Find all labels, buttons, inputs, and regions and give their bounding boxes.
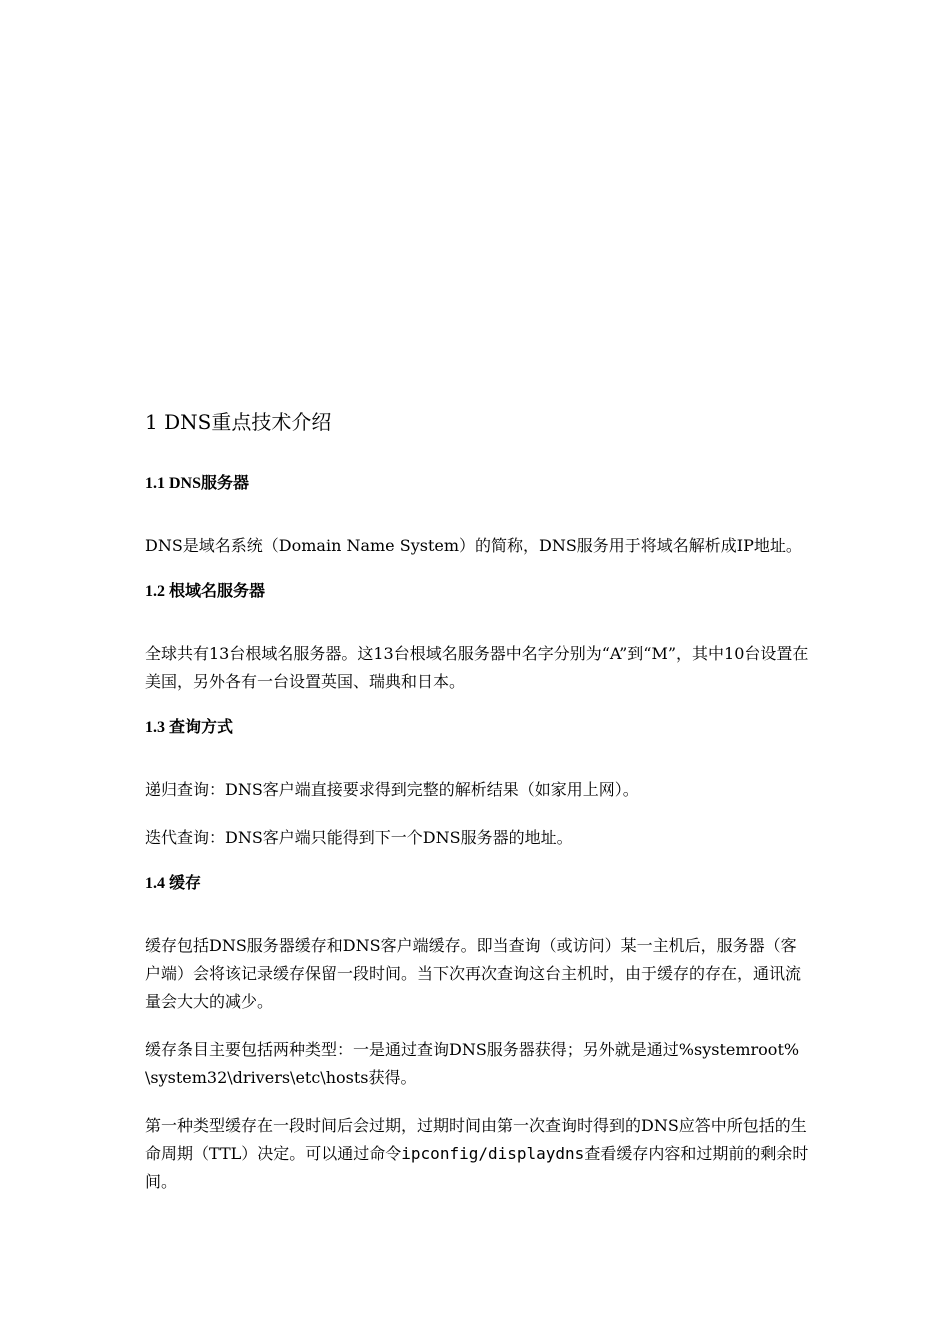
section-title-1-3: 1.3 查询方式 xyxy=(145,719,234,736)
paragraph-root-servers: 全球共有13台根域名服务器。这13台根域名服务器中名字分别为“A”到“M”，其中10台设置在美国，另外各有一台设置英国、瑞典和日本。 xyxy=(145,644,809,691)
paragraph-cache-intro: 缓存包括DNS服务器缓存和DNS客户端缓存。即当查询（或访问）某一主机后，服务器（客户端）会将该记录缓存保留一段时间。当下次再次查询这台主机时，由于缓存的存在，通讯流量会大大的减少。 xyxy=(145,936,802,1011)
cache-expiry-text-before: 第一种类型缓存在一段时间后会过期，过期时间由第一次查询时得到的DNS应答中所包括的生命周期（TTL）决定。可以通过命令 xyxy=(145,1116,807,1163)
paragraph-recursive-query: 递归查询：DNS客户端直接要求得到完整的解析结果（如家用上网）。 xyxy=(145,780,639,799)
heading-1: 1 DNS重点技术介绍 xyxy=(145,410,332,434)
section-title-1-1: 1.1 DNS服务器 xyxy=(145,475,250,492)
section-title-1-2: 1.2 根域名服务器 xyxy=(145,583,266,600)
paragraph-cache-expiry xyxy=(145,1112,810,1196)
paragraph-iterative-query: 迭代查询：DNS客户端只能得到下一个DNS服务器的地址。 xyxy=(145,828,573,847)
document-content xyxy=(145,406,810,1216)
section-title-1-4: 1.4 缓存 xyxy=(145,875,202,892)
paragraph-dns-definition: DNS是域名系统（Domain Name System）的简称，DNS服务用于将域名解析成IP地址。 xyxy=(145,536,802,555)
command-ipconfig-displaydns: ipconfig/displaydns xyxy=(401,1144,585,1163)
cache-expiry-text-after: 查看缓存内容和过期前的剩余时间。 xyxy=(145,1144,809,1191)
paragraph-cache-types: 缓存条目主要包括两种类型：一是通过查询DNS服务器获得；另外就是通过%systemroot%\system32\drivers\etc\hosts获得。 xyxy=(145,1040,800,1087)
